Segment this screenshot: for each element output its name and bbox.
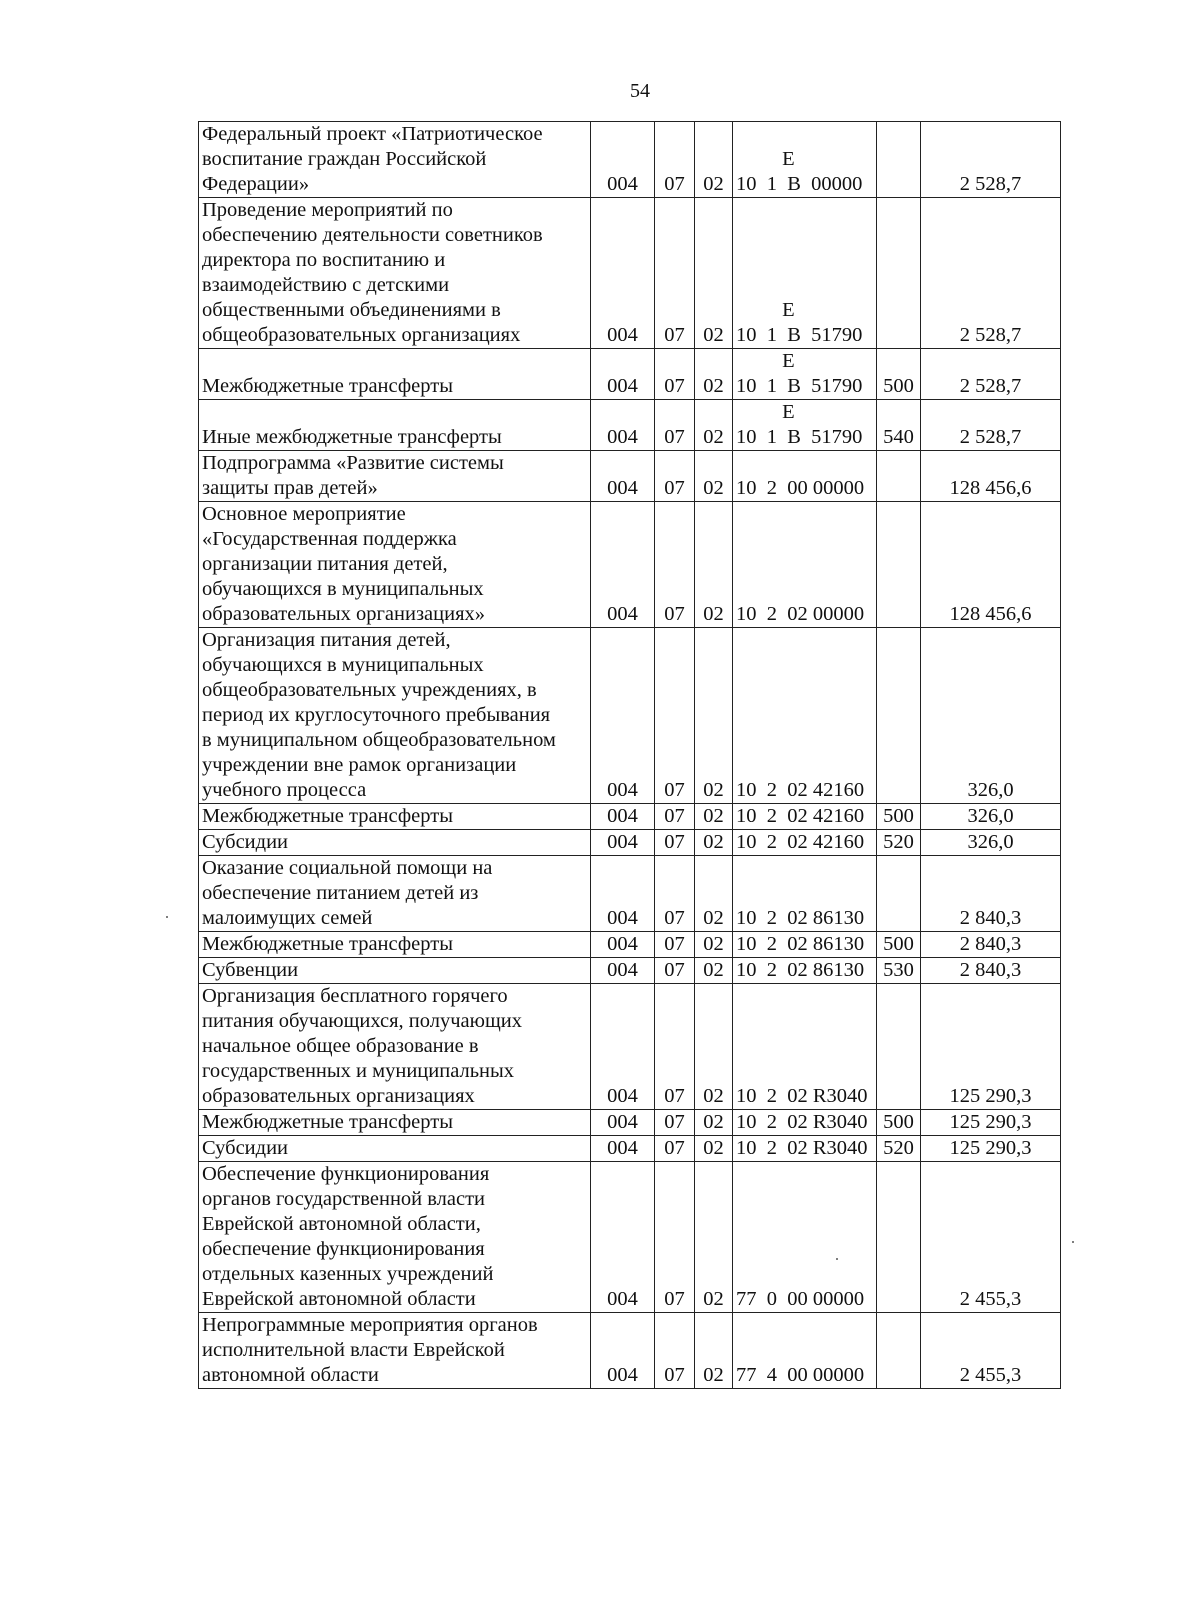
- section-code-cell: 07: [655, 400, 695, 451]
- item-name-cell: Межбюджетные трансферты: [199, 1110, 591, 1136]
- section-code-cell: 07: [655, 856, 695, 932]
- table-row: [199, 628, 1061, 804]
- subsection-code-cell: 02: [695, 984, 733, 1110]
- item-name-cell: Субвенции: [199, 958, 591, 984]
- table-row: [199, 1136, 1061, 1162]
- subsection-code-cell: 02: [695, 400, 733, 451]
- section-code-cell: 07: [655, 804, 695, 830]
- subsection-code-cell: 02: [695, 502, 733, 628]
- item-name-cell: Субсидии: [199, 1136, 591, 1162]
- section-code-cell: 07: [655, 122, 695, 198]
- ministry-code-cell: 004: [591, 856, 655, 932]
- expense-type-cell: [877, 856, 921, 932]
- subsection-code-cell: 02: [695, 1313, 733, 1389]
- amount-cell: 2 840,3: [921, 958, 1061, 984]
- section-code-cell: 07: [655, 830, 695, 856]
- amount-cell: 125 290,3: [921, 984, 1061, 1110]
- item-name-cell: Оказание социальной помощи на обеспечение питанием детей из малоимущих семей: [199, 856, 591, 932]
- expense-type-cell: 500: [877, 349, 921, 400]
- amount-cell: 326,0: [921, 830, 1061, 856]
- scan-speck: [166, 916, 168, 918]
- target-article-cell: 10 2 02 42160: [733, 804, 877, 830]
- table-row: [199, 958, 1061, 984]
- section-code-cell: 07: [655, 958, 695, 984]
- target-article-cell: 10 2 02 R3040: [733, 1136, 877, 1162]
- subsection-code-cell: 02: [695, 1162, 733, 1313]
- ministry-code-cell: 004: [591, 1313, 655, 1389]
- budget-table-body: [199, 122, 1061, 1389]
- item-name-cell: Основное мероприятие «Государственная поддержка организации питания детей, обучающихся в муниципальных образовательных организациях»: [199, 502, 591, 628]
- section-code-cell: 07: [655, 1136, 695, 1162]
- amount-cell: 326,0: [921, 628, 1061, 804]
- item-name-cell: Иные межбюджетные трансферты: [199, 400, 591, 451]
- subsection-code-cell: 02: [695, 349, 733, 400]
- table-row: [199, 1162, 1061, 1313]
- target-article-cell: 10 2 02 86130: [733, 856, 877, 932]
- section-code-cell: 07: [655, 349, 695, 400]
- target-article-cell: 10 2 02 00000: [733, 502, 877, 628]
- target-article-cell: Е 10 1 В 51790: [733, 400, 877, 451]
- section-code-cell: 07: [655, 1313, 695, 1389]
- ministry-code-cell: 004: [591, 502, 655, 628]
- target-article-cell: 10 2 02 42160: [733, 830, 877, 856]
- ministry-code-cell: 004: [591, 958, 655, 984]
- section-code-cell: 07: [655, 502, 695, 628]
- table-row: [199, 1110, 1061, 1136]
- subsection-code-cell: 02: [695, 628, 733, 804]
- expense-type-cell: 530: [877, 958, 921, 984]
- subsection-code-cell: 02: [695, 198, 733, 349]
- section-code-cell: 07: [655, 1162, 695, 1313]
- expense-type-cell: [877, 451, 921, 502]
- ministry-code-cell: 004: [591, 804, 655, 830]
- ministry-code-cell: 004: [591, 932, 655, 958]
- item-name-cell: Федеральный проект «Патриотическое воспитание граждан Российской Федерации»: [199, 122, 591, 198]
- item-name-cell: Организация питания детей, обучающихся в муниципальных общеобразовательных учреждениях, в период их круглосуточного пребывания в муниципальном общеобразовательном учреждении вне рамок организации учебного процесса: [199, 628, 591, 804]
- expense-type-cell: [877, 502, 921, 628]
- expense-type-cell: [877, 1313, 921, 1389]
- table-row: [199, 502, 1061, 628]
- table-row: [199, 856, 1061, 932]
- target-article-cell: 10 2 02 42160: [733, 628, 877, 804]
- expense-type-cell: 500: [877, 932, 921, 958]
- subsection-code-cell: 02: [695, 932, 733, 958]
- subsection-code-cell: 02: [695, 451, 733, 502]
- ministry-code-cell: 004: [591, 1162, 655, 1313]
- item-name-cell: Проведение мероприятий по обеспечению деятельности советников директора по воспитанию и взаимодействию с детскими общественными объединениями в общеобразовательных организациях: [199, 198, 591, 349]
- table-row: [199, 198, 1061, 349]
- table-row: [199, 932, 1061, 958]
- ministry-code-cell: 004: [591, 198, 655, 349]
- section-code-cell: 07: [655, 198, 695, 349]
- item-name-cell: Непрограммные мероприятия органов исполнительной власти Еврейской автономной области: [199, 1313, 591, 1389]
- target-article-cell: Е 10 1 В 51790: [733, 349, 877, 400]
- section-code-cell: 07: [655, 1110, 695, 1136]
- table-row: [199, 349, 1061, 400]
- table-row: [199, 451, 1061, 502]
- amount-cell: 125 290,3: [921, 1110, 1061, 1136]
- subsection-code-cell: 02: [695, 1110, 733, 1136]
- subsection-code-cell: 02: [695, 804, 733, 830]
- budget-table: [198, 121, 1061, 1389]
- table-row: [199, 400, 1061, 451]
- amount-cell: 2 528,7: [921, 198, 1061, 349]
- item-name-cell: Подпрограмма «Развитие системы защиты прав детей»: [199, 451, 591, 502]
- target-article-cell: Е 10 1 В 00000: [733, 122, 877, 198]
- section-code-cell: 07: [655, 628, 695, 804]
- expense-type-cell: [877, 122, 921, 198]
- ministry-code-cell: 004: [591, 451, 655, 502]
- target-article-cell: 10 2 02 R3040: [733, 1110, 877, 1136]
- amount-cell: 2 455,3: [921, 1313, 1061, 1389]
- amount-cell: 128 456,6: [921, 451, 1061, 502]
- subsection-code-cell: 02: [695, 122, 733, 198]
- expense-type-cell: 520: [877, 1136, 921, 1162]
- target-article-cell: 77 0 00 00000: [733, 1162, 877, 1313]
- scan-speck: [1072, 1241, 1074, 1243]
- expense-type-cell: [877, 198, 921, 349]
- expense-type-cell: 520: [877, 830, 921, 856]
- section-code-cell: 07: [655, 984, 695, 1110]
- subsection-code-cell: 02: [695, 830, 733, 856]
- amount-cell: 2 840,3: [921, 856, 1061, 932]
- item-name-cell: Межбюджетные трансферты: [199, 932, 591, 958]
- item-name-cell: Обеспечение функционирования органов государственной власти Еврейской автономной области, обеспечение функционирования отдельных казенных учреждений Еврейской автономной области: [199, 1162, 591, 1313]
- ministry-code-cell: 004: [591, 1110, 655, 1136]
- expense-type-cell: [877, 984, 921, 1110]
- table-row: [199, 830, 1061, 856]
- expense-type-cell: [877, 628, 921, 804]
- item-name-cell: Межбюджетные трансферты: [199, 349, 591, 400]
- amount-cell: 128 456,6: [921, 502, 1061, 628]
- expense-type-cell: 500: [877, 1110, 921, 1136]
- item-name-cell: Организация бесплатного горячего питания обучающихся, получающих начальное общее образование в государственных и муниципальных образовательных организациях: [199, 984, 591, 1110]
- table-row: [199, 804, 1061, 830]
- target-article-cell: 10 2 00 00000: [733, 451, 877, 502]
- table-row: [199, 1313, 1061, 1389]
- section-code-cell: 07: [655, 451, 695, 502]
- item-name-cell: Межбюджетные трансферты: [199, 804, 591, 830]
- subsection-code-cell: 02: [695, 958, 733, 984]
- ministry-code-cell: 004: [591, 830, 655, 856]
- target-article-cell: 10 2 02 R3040: [733, 984, 877, 1110]
- expense-type-cell: [877, 1162, 921, 1313]
- expense-type-cell: 540: [877, 400, 921, 451]
- target-article-cell: 10 2 02 86130: [733, 958, 877, 984]
- ministry-code-cell: 004: [591, 628, 655, 804]
- scan-speck: [836, 1258, 838, 1260]
- table-row: [199, 122, 1061, 198]
- ministry-code-cell: 004: [591, 122, 655, 198]
- amount-cell: 2 528,7: [921, 400, 1061, 451]
- amount-cell: 2 528,7: [921, 349, 1061, 400]
- amount-cell: 2 840,3: [921, 932, 1061, 958]
- expense-type-cell: 500: [877, 804, 921, 830]
- target-article-cell: 77 4 00 00000: [733, 1313, 877, 1389]
- amount-cell: 125 290,3: [921, 1136, 1061, 1162]
- ministry-code-cell: 004: [591, 349, 655, 400]
- page-number: 54: [630, 80, 650, 102]
- subsection-code-cell: 02: [695, 856, 733, 932]
- amount-cell: 2 455,3: [921, 1162, 1061, 1313]
- ministry-code-cell: 004: [591, 1136, 655, 1162]
- subsection-code-cell: 02: [695, 1136, 733, 1162]
- amount-cell: 326,0: [921, 804, 1061, 830]
- section-code-cell: 07: [655, 932, 695, 958]
- amount-cell: 2 528,7: [921, 122, 1061, 198]
- item-name-cell: Субсидии: [199, 830, 591, 856]
- ministry-code-cell: 004: [591, 984, 655, 1110]
- target-article-cell: Е 10 1 В 51790: [733, 198, 877, 349]
- target-article-cell: 10 2 02 86130: [733, 932, 877, 958]
- ministry-code-cell: 004: [591, 400, 655, 451]
- table-row: [199, 984, 1061, 1110]
